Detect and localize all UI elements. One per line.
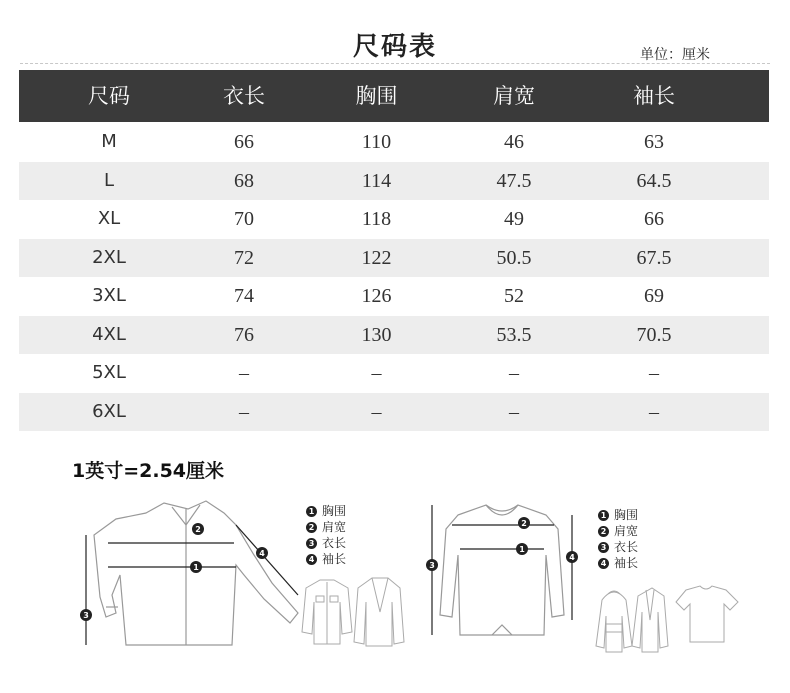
cell-length: 74 <box>234 285 254 307</box>
table-row <box>19 316 769 354</box>
cell-sleeve: 70.5 <box>636 323 672 346</box>
marker-3-icon: 3 <box>83 611 89 620</box>
marker-1-icon: 1 <box>519 545 525 554</box>
cell-length: 68 <box>234 169 254 192</box>
cell-length: 76 <box>234 323 254 346</box>
cell-size: 3XL <box>92 285 126 306</box>
cell-shoulder: 49 <box>504 208 524 230</box>
shirt-diagram <box>76 495 306 665</box>
marker-4-icon: 4 <box>569 553 575 562</box>
legend-left-item: 3 衣长 <box>306 535 346 551</box>
cell-shoulder: 46 <box>504 131 524 153</box>
cell-size: L <box>103 169 115 191</box>
sweater-diagram <box>422 495 582 655</box>
number-1-icon: 1 <box>598 510 609 521</box>
table-row <box>19 123 769 161</box>
legend-right-item: 4 袖长 <box>598 555 638 571</box>
table-row <box>19 354 769 392</box>
cell-length: – <box>239 362 249 384</box>
legend-left <box>306 503 346 567</box>
number-2-icon: 2 <box>306 522 317 533</box>
cell-size: 4XL <box>92 323 126 345</box>
cell-chest: 110 <box>361 131 392 153</box>
cell-length: 72 <box>234 246 254 269</box>
conversion-note: 1英寸=2.54厘米 <box>72 460 225 482</box>
cell-sleeve: 66 <box>644 208 664 230</box>
cell-shoulder: – <box>509 400 519 423</box>
cell-chest: 130 <box>361 323 392 346</box>
cell-length: 66 <box>234 131 254 153</box>
cell-size: 2XL <box>92 246 126 268</box>
cell-chest: 122 <box>361 246 392 269</box>
number-4-icon: 4 <box>598 558 609 569</box>
marker-4-icon: 4 <box>259 549 265 558</box>
table-row <box>19 393 769 431</box>
legend-left-item: 1 胸围 <box>306 503 346 519</box>
header-chest: 胸围 <box>355 84 398 108</box>
table-row <box>19 277 769 315</box>
cell-sleeve: 63 <box>644 131 664 153</box>
number-3-icon: 3 <box>598 542 609 553</box>
marker-1-icon: 1 <box>193 563 199 572</box>
cell-sleeve: 69 <box>644 285 664 307</box>
cell-shoulder: – <box>509 362 519 384</box>
page-title: 尺码表 <box>352 32 437 62</box>
table-row <box>19 162 769 200</box>
number-1-icon: 1 <box>306 506 317 517</box>
cell-shoulder: 50.5 <box>496 246 532 269</box>
number-2-icon: 2 <box>598 526 609 537</box>
garments-thumbnail <box>594 580 744 660</box>
legend-right-item: 3 衣长 <box>598 539 638 555</box>
cell-size: XL <box>97 208 121 229</box>
cell-size: M <box>101 131 117 152</box>
cell-sleeve: – <box>649 362 659 384</box>
cell-sleeve: – <box>649 400 659 423</box>
table-row <box>19 200 769 238</box>
legend-left-item: 2 肩宽 <box>306 519 346 535</box>
cell-shoulder: 53.5 <box>496 323 532 346</box>
header-sleeve: 袖长 <box>633 84 675 108</box>
marker-2-icon: 2 <box>195 525 201 534</box>
number-4-icon: 4 <box>306 554 317 565</box>
cell-size: 6XL <box>92 400 126 422</box>
legend-right-item: 2 肩宽 <box>598 523 638 539</box>
cell-chest: 118 <box>361 208 392 230</box>
cell-shoulder: 52 <box>504 285 524 307</box>
unit-label: 单位：厘米 <box>640 47 710 63</box>
size-table-header <box>19 70 769 122</box>
jackets-thumbnail <box>296 572 406 652</box>
cell-length: 70 <box>234 208 254 230</box>
marker-3-icon: 3 <box>429 561 435 570</box>
legend-right-item: 1 胸围 <box>598 507 638 523</box>
cell-size: 5XL <box>92 362 126 383</box>
cell-chest: – <box>371 400 382 423</box>
table-row <box>19 239 769 277</box>
cell-chest: 114 <box>361 169 392 192</box>
legend-left-item: 4 袖长 <box>306 551 346 567</box>
header-shoulder: 肩宽 <box>493 84 535 108</box>
cell-chest: – <box>371 362 382 384</box>
header-size: 尺码 <box>88 84 130 108</box>
number-3-icon: 3 <box>306 538 317 549</box>
cell-chest: 126 <box>361 285 392 307</box>
title-divider <box>20 63 770 64</box>
header-length: 衣长 <box>223 84 265 108</box>
legend-right <box>598 507 638 571</box>
cell-shoulder: 47.5 <box>496 169 532 192</box>
marker-2-icon: 2 <box>521 519 527 528</box>
cell-sleeve: 64.5 <box>636 169 672 192</box>
cell-length: – <box>239 400 249 423</box>
cell-sleeve: 67.5 <box>636 246 672 269</box>
